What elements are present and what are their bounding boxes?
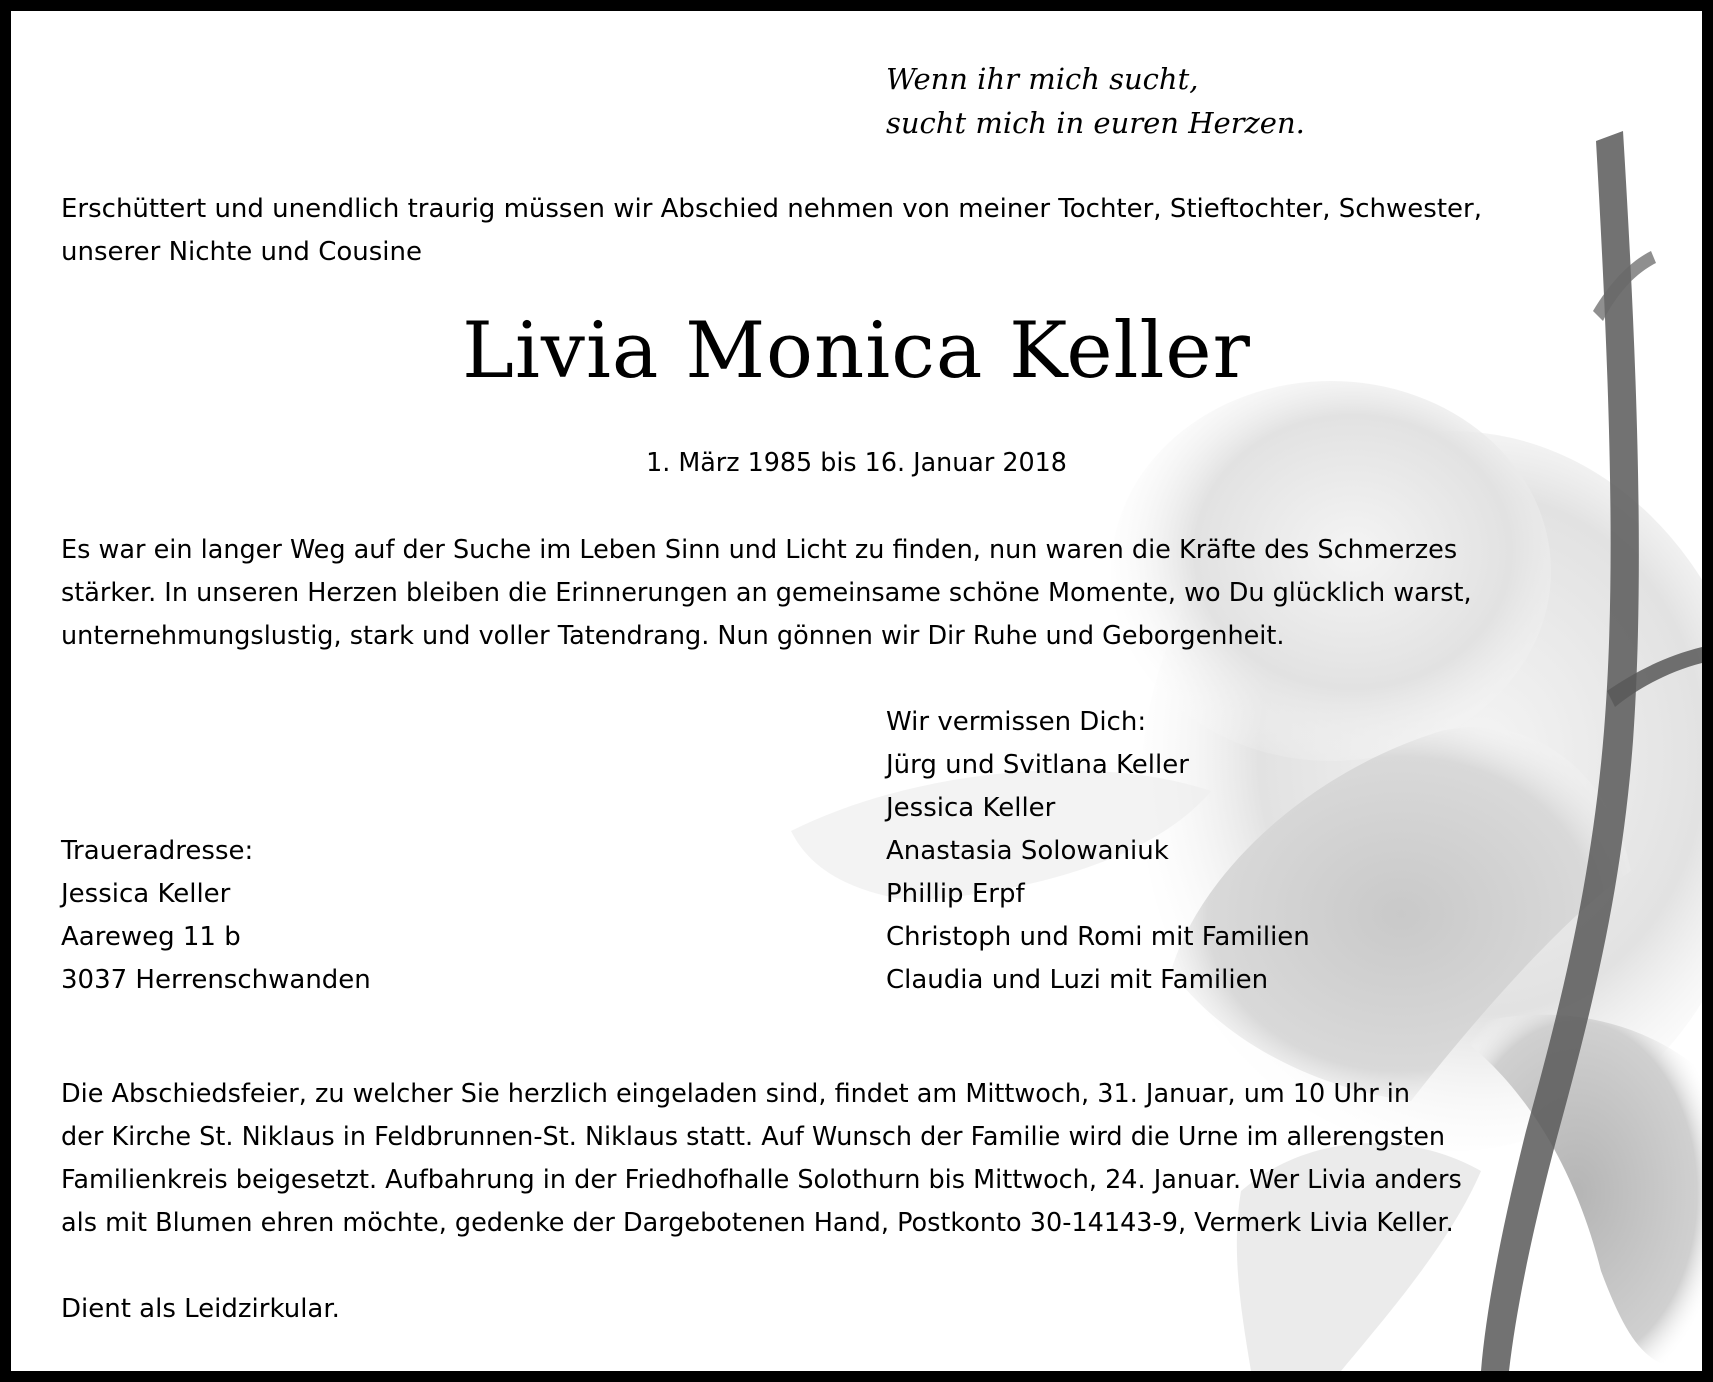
intro-line: unserer Nichte und Cousine bbox=[61, 237, 422, 267]
motto-verse bbox=[886, 57, 1305, 145]
service-line: als mit Blumen ehren möchte, gedenke der Dargebotenen Hand, Postkonto 30-14143-9, Vermerk Livia Keller. bbox=[61, 1208, 1454, 1238]
address-street: Aareweg 11 b bbox=[61, 922, 241, 952]
address-name: Jessica Keller bbox=[61, 879, 231, 909]
tribute-line: Es war ein langer Weg auf der Suche im Leben Sinn und Licht zu finden, nun waren die Kräfte des Schmerzes bbox=[61, 535, 1458, 565]
tribute-line: unternehmungslustig, stark und voller Tatendrang. Nun gönnen wir Dir Ruhe und Geborgenheit. bbox=[61, 621, 1285, 651]
service-line: der Kirche St. Niklaus in Feldbrunnen-St. Niklaus statt. Auf Wunsch der Familie wird die Urne im allerengsten bbox=[61, 1122, 1446, 1152]
survivor-name: Christoph und Romi mit Familien bbox=[886, 922, 1310, 952]
motto-line: sucht mich in euren Herzen. bbox=[886, 106, 1305, 140]
motto-line: Wenn ihr mich sucht, bbox=[886, 62, 1199, 96]
survivor-name: Phillip Erpf bbox=[886, 879, 1025, 909]
service-line: Familienkreis beigesetzt. Aufbahrung in der Friedhofhalle Solothurn bis Mittwoch, 24. Januar. Wer Livia anders bbox=[61, 1165, 1462, 1195]
life-dates: 1. März 1985 bis 16. Januar 2018 bbox=[646, 447, 1067, 477]
service-paragraph bbox=[61, 1073, 1462, 1245]
intro-paragraph bbox=[61, 188, 1482, 274]
closing-note: Dient als Leidzirkular. bbox=[61, 1294, 340, 1324]
survivor-name: Jessica Keller bbox=[886, 793, 1056, 823]
survivors-list bbox=[886, 701, 1310, 1002]
survivors-heading: Wir vermissen Dich: bbox=[886, 707, 1147, 737]
survivor-name: Claudia und Luzi mit Familien bbox=[886, 965, 1269, 995]
deceased-name: Livia Monica Keller bbox=[462, 306, 1251, 396]
intro-line: Erschüttert und unendlich traurig müssen wir Abschied nehmen von meiner Tochter, Stieftochter, Schwester, bbox=[61, 194, 1482, 224]
address-heading: Traueradresse: bbox=[61, 836, 254, 866]
address-city: 3037 Herrenschwanden bbox=[61, 965, 371, 995]
survivor-name: Anastasia Solowaniuk bbox=[886, 836, 1169, 866]
survivor-name: Jürg und Svitlana Keller bbox=[886, 750, 1189, 780]
tribute-paragraph bbox=[61, 529, 1472, 658]
tribute-line: stärker. In unseren Herzen bleiben die Erinnerungen an gemeinsame schöne Momente, wo Du glücklich warst, bbox=[61, 578, 1472, 608]
service-line: Die Abschiedsfeier, zu welcher Sie herzlich eingeladen sind, findet am Mittwoch, 31. Januar, um 10 Uhr in bbox=[61, 1079, 1411, 1109]
mourning-address bbox=[61, 830, 371, 1002]
